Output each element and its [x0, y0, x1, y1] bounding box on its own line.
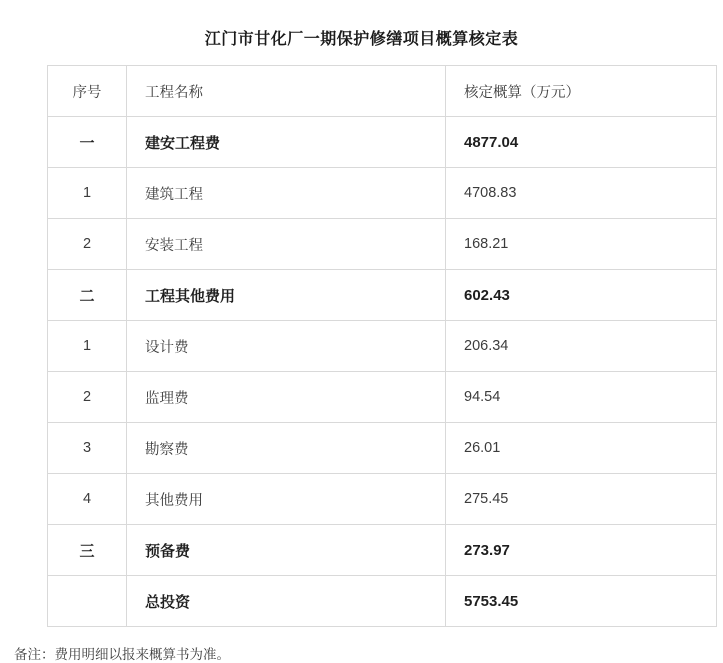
- column-header-no: 序号: [48, 66, 127, 117]
- row-name: 预备费: [127, 525, 446, 576]
- row-no: 一: [48, 117, 127, 168]
- row-name: 建安工程费: [127, 117, 446, 168]
- row-name: 其他费用: [127, 474, 446, 525]
- column-header-value: 核定概算（万元）: [446, 66, 717, 117]
- row-no: 4: [48, 474, 127, 525]
- table-header-row: [48, 66, 717, 117]
- row-value: 168.21: [446, 219, 717, 270]
- row-no: 3: [48, 423, 127, 474]
- row-name: 总投资: [127, 576, 446, 627]
- row-name: 监理费: [127, 372, 446, 423]
- table-body: [48, 117, 717, 627]
- table-row: [48, 321, 717, 372]
- table-row: [48, 525, 717, 576]
- row-name: 安装工程: [127, 219, 446, 270]
- row-no: 2: [48, 372, 127, 423]
- table-row: [48, 219, 717, 270]
- row-value: 602.43: [446, 270, 717, 321]
- column-header-name: 工程名称: [127, 66, 446, 117]
- row-name: 工程其他费用: [127, 270, 446, 321]
- table-row: [48, 423, 717, 474]
- row-value: 275.45: [446, 474, 717, 525]
- table-row: [48, 117, 717, 168]
- table-row: [48, 372, 717, 423]
- row-value: 26.01: [446, 423, 717, 474]
- row-value: 5753.45: [446, 576, 717, 627]
- table-row-total: [48, 576, 717, 627]
- row-name: 设计费: [127, 321, 446, 372]
- row-no: 1: [48, 168, 127, 219]
- table-note: 备注：费用明细以报来概算书为准。: [14, 647, 230, 662]
- row-no: 1: [48, 321, 127, 372]
- row-no: 2: [48, 219, 127, 270]
- budget-table: [47, 65, 717, 627]
- row-value: 94.54: [446, 372, 717, 423]
- table-header: [48, 66, 717, 117]
- row-value: 4708.83: [446, 168, 717, 219]
- row-value: 206.34: [446, 321, 717, 372]
- row-no: 三: [48, 525, 127, 576]
- budget-table-container: [0, 65, 723, 627]
- row-no: [48, 576, 127, 627]
- table-row: [48, 270, 717, 321]
- row-value: 273.97: [446, 525, 717, 576]
- row-no: 二: [48, 270, 127, 321]
- page-title: 江门市甘化厂一期保护修缮项目概算核定表: [204, 31, 519, 48]
- table-row: [48, 474, 717, 525]
- row-value: 4877.04: [446, 117, 717, 168]
- table-row: [48, 168, 717, 219]
- row-name: 建筑工程: [127, 168, 446, 219]
- row-name: 勘察费: [127, 423, 446, 474]
